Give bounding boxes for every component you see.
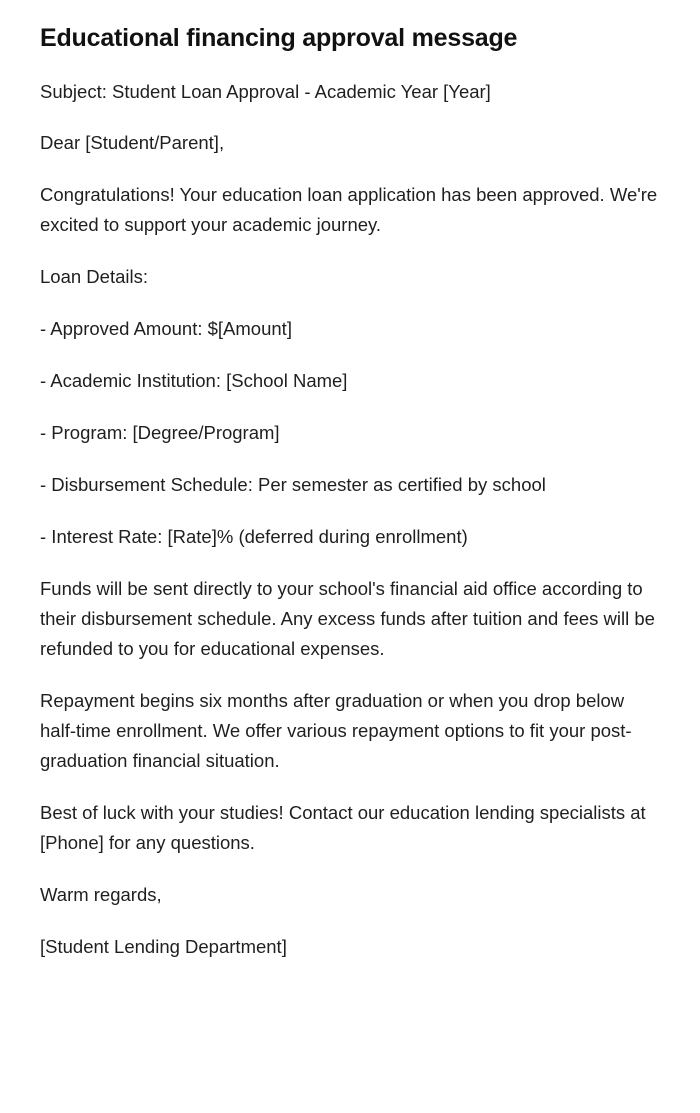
paragraph-contact: Best of luck with your studies! Contact our education lending specialists at [Phone] for any questions. [40,802,651,853]
paragraph-program: - Program: [Degree/Program] [40,422,280,444]
paragraph-closing: Warm regards, [40,883,162,905]
paragraph-academic-institution: - Academic Institution: [School Name] [40,370,348,392]
paragraph-approved-amount: - Approved Amount: $[Amount] [40,318,292,340]
paragraph-subject: Subject: Student Loan Approval - Academic Year [Year] [40,80,491,102]
paragraph-repayment-terms: Repayment begins six months after graduation or when you drop below half-time enrollment. We offer various repayment options to fit your post-graduation financial situation. [40,690,632,772]
page-title: Educational financing approval message [40,24,518,52]
paragraph-salutation: Dear [Student/Parent], [40,132,225,154]
paragraph-loan-details-heading: Loan Details: [40,266,148,288]
paragraph-funds-disbursement: Funds will be sent directly to your school's financial aid office according to their disbursement schedule. Any excess funds after tuition and fees will be refunded to you for educational expenses. [40,578,661,660]
paragraph-interest-rate: - Interest Rate: [Rate]% (deferred during enrollment) [40,526,468,548]
paragraph-congratulations: Congratulations! Your education loan application has been approved. We're excited to support your academic journey. [40,184,663,236]
paragraph-signature: [Student Lending Department] [40,935,287,957]
paragraph-disbursement-schedule: - Disbursement Schedule: Per semester as certified by school [40,474,546,496]
